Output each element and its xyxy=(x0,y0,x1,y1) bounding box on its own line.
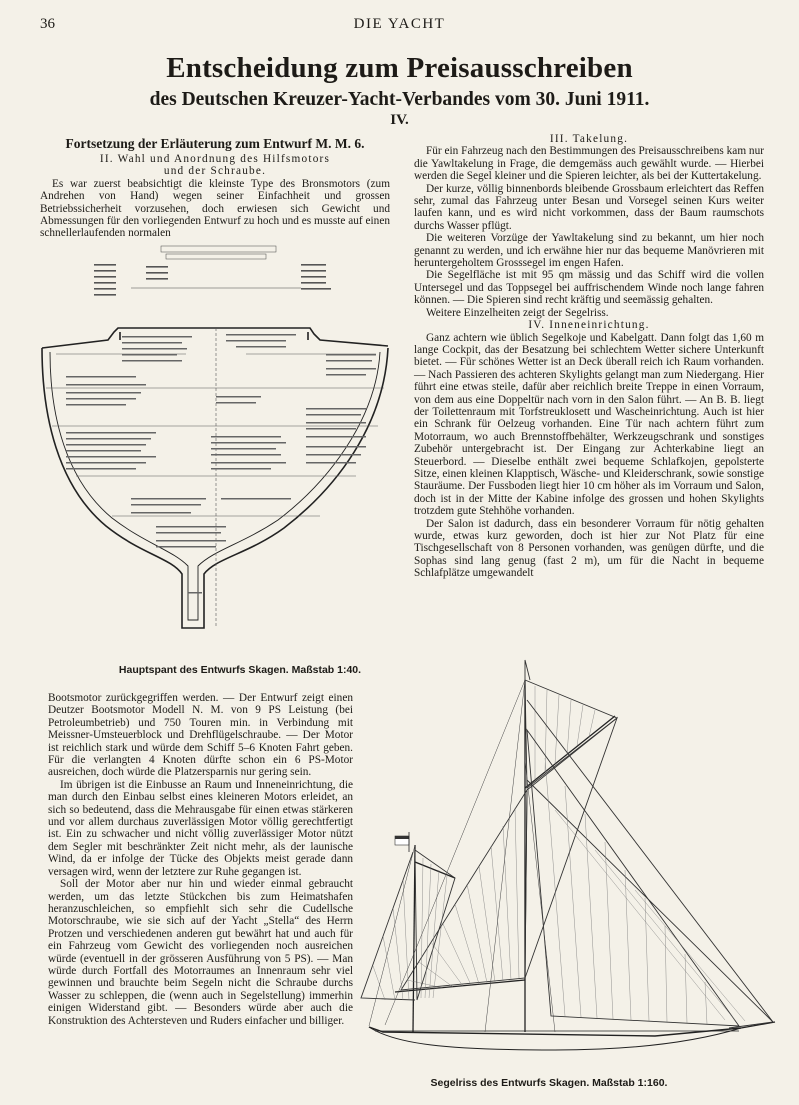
dimension-values-right xyxy=(301,264,331,290)
mizzen-panels xyxy=(373,858,447,1000)
mainsail xyxy=(401,718,617,990)
paragraph: Bootsmotor zurückgegriffen werden. — Der Entwurf zeigt einen Deutzer Bootsmotor Modell N. M. von 9 PS Leistung (bei Petroleumbetrieb) und 750 Touren min. in Verbindung mit Meissner-Umsteuerblock und Drehflügelschraube. — Der Motor ist reichlich stark und würde dem Schiff 5–6 Knoten Fahrt geben. Für die verlangten 4 Knoten dürfte schon ein 6 PS-Motor ausreichen, doch würde die Platzersparnis nur gering sein. xyxy=(48,692,353,779)
running-head: DIE YACHT xyxy=(353,16,446,32)
right-column xyxy=(414,133,764,580)
article-subtitle: des Deutschen Kreuzer-Yacht-Verbandes vom 30. Juni 1911. xyxy=(149,89,650,110)
structure-lines xyxy=(46,328,384,628)
subheading-motor-1: II. Wahl und Anordnung des Hilfsmotors xyxy=(99,153,331,165)
left-column-top xyxy=(40,153,390,240)
headsails xyxy=(527,700,773,1028)
left-column-bottom xyxy=(48,692,353,1027)
paragraph: Soll der Motor aber nur hin und wieder einmal gebraucht werden, um das letzte Stückchen bis zum Heimatshafen heranzuschleichen, so empfiehlt sich sehr die Cudellsche Motorschraube, wie sie sich auf der Yacht „Stella“ des Herrn Protzen und verschiedenen anderen gut bewährt hat und auch für ein Fahrzeug vom Gewicht des vorliegenden noch ausreichen würde (eventuell in der grösseren Ausführung von 5 PS). — Man würde durch Fortfall des Motorraumes an Innenraum sehr viel gewinnen und brauchte beim Segeln nicht die Schraube durchs Wasser zu schleppen, die (wenn auch in Segelstellung) immerhin einigen Widerstand gibt. — Besonders würde aber auch die Konstruktion des Achtersteven und Ruders einfacher und billiger. xyxy=(48,878,353,1027)
hull-outline xyxy=(42,328,388,628)
paragraph: Weitere Einzelheiten zeigt der Segelriss. xyxy=(426,306,609,319)
topsail-panels xyxy=(535,686,595,780)
masts-and-spars xyxy=(395,680,775,1032)
paragraph: Es war zuerst beabsichtigt die kleinste Type des Bronsmotors (zum Andrehen von Hand) wegen seiner Einfachheit und grossen Betriebssicherheit vorzusehen, doch erwiesen sich Gewicht und Abmessungen für den vorliegenden Entwurf zu hoch und es musste auf einen schnellerlaufenden normalen xyxy=(40,177,390,240)
paragraph: Im übrigen ist die Einbusse an Raum und Inneneinrichtung, die man durch den Einbau selbst eines kleineren Motors erleidet, an sich so bedeutend, dass die Mehrausgabe für einen etwas stärkeren und vor allem durchaus zuverlässigen Motor völlig gerechtfertigt ist. Ein zu schwacher und nicht völlig zuverlässiger Motor nützt dem Segler mit beschränkter Zeit nicht mehr, als der launische Wind, da er infolge der Tücke des Objekts meist gerade dann versagen wird, wenn der letztere zur Ruhe gegangen ist. xyxy=(48,778,353,878)
subheading-motor-2: und der Schraube. xyxy=(163,165,267,178)
sail-plan-drawing xyxy=(355,640,795,1075)
heading-takelung: III. Takelung. xyxy=(549,133,629,145)
section-number: IV. xyxy=(390,112,409,128)
annotation-labels xyxy=(66,334,376,594)
paragraph: Die weiteren Vorzüge der Yawltakelung sind zu bekannt, um hier noch genannt zu werden, und ich erwähne hier nur das bequeme Manövrieren mit heruntergeholtem Grosssegel im engen Hafen. xyxy=(414,232,764,270)
left-column-heading: Fortsetzung der Erläuterung zum Entwurf M. M. 6. xyxy=(65,136,365,151)
article-title: Entscheidung zum Preisausschreiben xyxy=(166,52,633,84)
paragraph: Für ein Fahrzeug nach den Bestimmungen des Preisausschreibens kam nur die Yawltakelung in Frage, die demgemäss auch gewählt wurde. — Hierbei werden die Segel kleiner und die Spieren leichter, als bei der Kuttertakelung. xyxy=(414,145,764,183)
midship-section-drawing xyxy=(36,236,396,656)
paragraph: Der Salon ist dadurch, dass ein besonderer Vorraum für nötig gehalten wurde, etwas kurz geworden, doch ist hier zur Not Platz für eine Tischgesellschaft von 8 Personen vorhanden, was genügen dürfte, und die Sophas sind lang genug (fast 2 m), um für die Nacht in bequeme Schlafplätze umgewandelt xyxy=(414,517,764,580)
paragraph: Der kurze, völlig binnenbords bleibende Grossbaum erleichtert das Reffen sehr, zumal das Fahrzeug unter Besan und Vorsegel seinen Kurs weiter laufen kann, und es wird nicht vorkommen, dass der Baum raumschots durchs Wasser pflügt. xyxy=(414,182,764,232)
paragraph: Ganz achtern wie üblich Segelkoje und Kabelgatt. Dann folgt das 1,60 m lange Cockpit, das der Besatzung bei schlechtem Wetter sichere Unterkunft bietet. — Für schönes Wetter ist an Deck überall reich ich Raum vorhanden. — Nach Passieren des achteren Skylights gelangt man zum Niedergang. Hier führt eine etwas steile, dafür aber reichlich breite Treppe in einen Vorraum, von dem aus eine Doppeltür nach vorn in den Salon führt. — An B. B. liegt der Toilettenraum mit Torfstreuklosett und Wascheinrichtung. Auch ist hier ein Schrank für Oelzeug vorhanden. Eine Tür nach achtern führt zum Motorraum, wo auch Brennstoffbehälter, Werkzeugschrank und sonstiges Zubehör untergebracht ist. Der Eingang zur Achterkabine liegt an Steuerbord. — Dieselbe enthält zwei bequeme Schlafkojen, gepolsterte Sitze, einen kleinen Klapptisch, Wäsche- und Kleiderschrank, sowie sonstige Stauräume. Der Fussboden liegt hier 10 cm höher als im Vorraum und Salon, doch ist in der Mitte der Kabine infolge des grossen und hohen Skylights trotzdem gute Stehhöhe vorhanden. xyxy=(414,331,764,518)
flag xyxy=(395,832,409,852)
sail-plan-caption: Segelriss des Entwurfs Skagen. Maßstab 1:160. xyxy=(430,1077,668,1089)
mainsail-panels xyxy=(407,808,519,988)
midship-caption: Hauptspant des Entwurfs Skagen. Maßstab 1:40. xyxy=(118,664,362,676)
page-number: 36 xyxy=(40,16,55,32)
headsail-panels xyxy=(545,758,745,1024)
dimension-values-left xyxy=(94,264,168,296)
heading-inneneinrichtung: IV. Inneneinrichtung. xyxy=(528,319,650,332)
paragraph: Die Segelfläche ist mit 95 qm mässig und das Schiff wird die vollen Untersegel und das Toppsegel bei auffrischendem Winde noch lange fahren können. — Die Spieren sind recht kräftig und seemässig gehalten. xyxy=(414,269,764,307)
topsail xyxy=(525,660,617,788)
